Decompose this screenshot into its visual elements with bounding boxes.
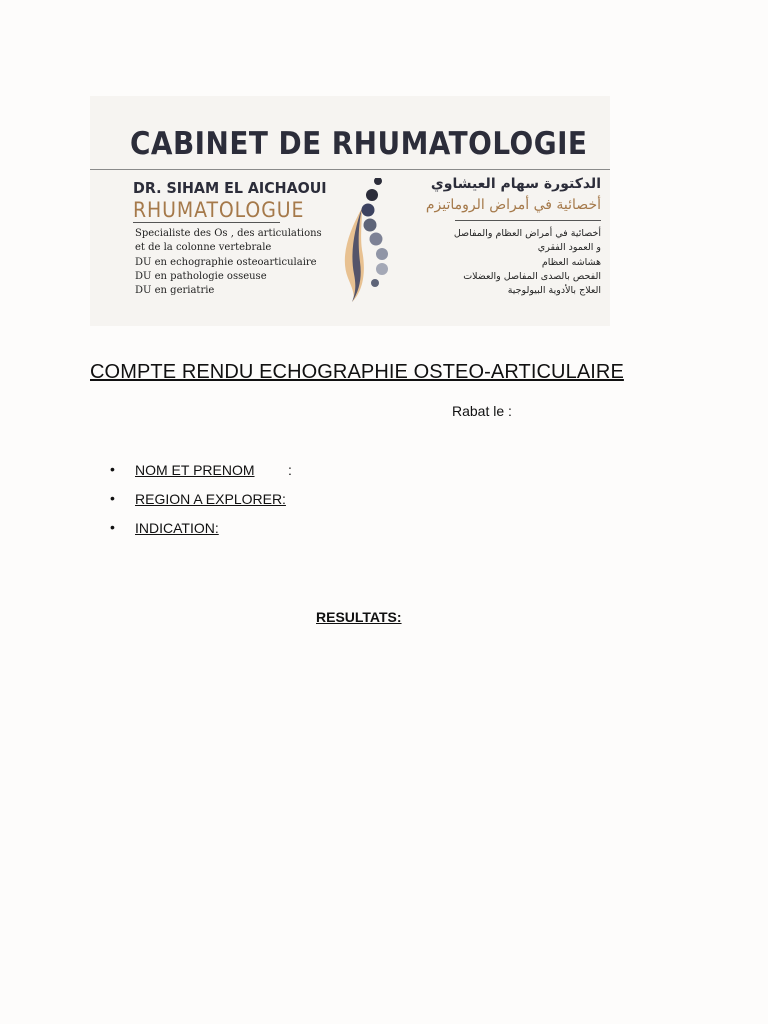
letterhead-divider	[90, 169, 610, 170]
bullet-icon: •	[110, 461, 115, 477]
bullet-icon: •	[110, 519, 115, 535]
credential-line-ar: العلاج بالأدوية البيولوجية	[507, 285, 601, 297]
doctor-name: DR. SIHAM EL AICHAOUI	[133, 179, 327, 197]
specialty-underline-arabic	[455, 220, 601, 221]
field-label: NOM ET PRENOM	[135, 462, 255, 478]
bullet-icon: •	[110, 490, 115, 506]
results-heading: RESULTATS:	[316, 609, 402, 625]
letterhead-title: CABINET DE RHUMATOLOGIE	[130, 126, 588, 162]
field-label: REGION A EXPLORER:	[135, 491, 286, 507]
report-title: COMPTE RENDU ECHOGRAPHIE OSTEO-ARTICULAIRE	[90, 361, 624, 383]
field-suffix: :	[288, 462, 292, 478]
credential-line-fr: DU en pathologie osseuse	[135, 270, 267, 282]
credential-line-ar: و العمود الفقري	[537, 242, 601, 254]
credential-line-ar: هشاشه العظام	[541, 256, 601, 268]
credential-line-ar: الفحص بالصدى المفاصل والعضلات	[463, 270, 601, 282]
letterhead	[90, 96, 610, 326]
credential-line-fr: DU en geriatrie	[135, 285, 215, 297]
doctor-specialty: RHUMATOLOGUE	[133, 198, 305, 222]
doctor-specialty-arabic: أخصائية في أمراض الروماتيزم	[425, 197, 601, 213]
credential-line-fr: DU en echographie osteoarticulaire	[135, 256, 317, 268]
spine-logo-icon	[340, 178, 400, 303]
field-label: INDICATION:	[135, 520, 219, 536]
credentials-fr	[135, 227, 322, 298]
credential-line-fr: et de la colonne vertebrale	[135, 242, 272, 254]
doctor-name-arabic: الدكتورة سهام العيشاوي	[430, 176, 601, 192]
place-date: Rabat le :	[452, 403, 512, 419]
credential-line-ar: أخصائية في أمراض العظام والمفاصل	[453, 228, 601, 239]
credential-line-fr: Specialiste des Os , des articulations	[135, 228, 322, 239]
credentials-ar	[454, 227, 601, 298]
specialty-underline	[133, 222, 280, 223]
